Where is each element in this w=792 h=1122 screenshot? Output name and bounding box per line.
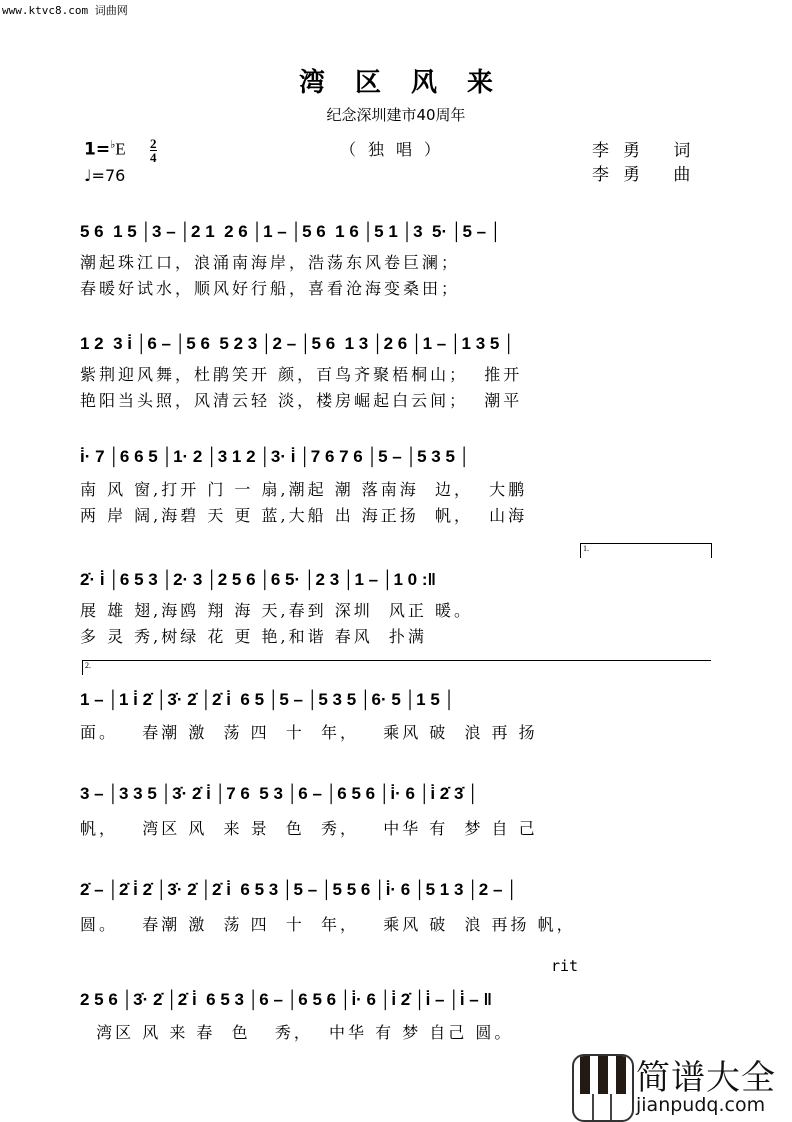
notation-line: 5 6 1 5 │3 – │2 1 2 6 │1 – │5 6 1 6 │5 1 │3 5· │5 – │ [80, 222, 502, 241]
composer-credit: 李勇 曲 [592, 165, 705, 185]
lyrics-verse-2: 春暖好试水，顺风好行船，喜看沧海变桑田； [80, 279, 461, 298]
lyrics-verse-1: 湾区 风 来 春 色 秀， 中华 有 梦 自己 圆。 [80, 1023, 514, 1042]
logo-url: jianpudq.com [636, 1094, 766, 1116]
notation-line: 2̇· i̇ │6 5 3 │2· 3 │2 5 6 │6 5· │2 3 │1 – │1 0 :‖ [80, 570, 436, 589]
time-signature-top: 2 [150, 136, 157, 151]
ritardando-marking: rit [551, 957, 579, 975]
time-signature-bottom: 4 [150, 150, 157, 165]
song-title: 湾区风来 [298, 68, 523, 98]
notation-line: 3 – │3 3 5 │3̇· 2̇ i̇ │7 6 5 3 │6 – │6 5 6 │i̇· 6 │i̇ 2̇ 3̇ │ [80, 784, 479, 803]
tempo-marking: ♩=76 [84, 166, 126, 185]
lyricist-credit: 李勇 词 [592, 141, 705, 161]
logo-name: 简谱大全 [636, 1058, 776, 1098]
lyrics-verse-1: 面。 春潮 激 荡 四 十 年， 乘风 破 浪 再 扬 [80, 723, 538, 742]
volta-bracket-1: 1. [580, 543, 712, 558]
notation-line: 2 5 6 │3̇· 2̇ │2̇ i̇ 6 5 3 │6 – │6 5 6 │i̇· 6 │i̇ 2̇ │i̇ – │i̇ – ‖ [80, 990, 492, 1009]
lyrics-verse-2: 两 岸 阔,海碧 天 更 蓝,大船 出 海正扬 帆， 山海 [80, 506, 528, 525]
lyrics-verse-2: 多 灵 秀,树绿 花 更 艳,和谐 春风 扑满 [80, 627, 427, 646]
notation-line: 1 2 3 i̇ │6 – │5 6 5 2 3 │2 – │5 6 1 3 │2 6 │1 – │1 3 5 │ [80, 334, 515, 353]
lyrics-verse-1: 潮起珠江口，浪涌南海岸，浩荡东风卷巨澜； [80, 253, 461, 272]
lyrics-verse-1: 南 风 窗,打开 门 一 扇,潮起 潮 落南海 边， 大鹏 [80, 480, 528, 499]
site-logo [572, 1050, 784, 1118]
piano-keys-icon [572, 1054, 634, 1122]
key-letter: E [115, 139, 126, 159]
flat-icon: ♭ [110, 138, 116, 151]
notation-line: 2̇ – │2̇ i̇ 2̇ │3̇· 2̇ │2̇ i̇ 6 5 3 │5 – │5 5 6 │i̇· 6 │5 1 3 │2 – │ [80, 880, 518, 899]
notation-line: i̇· 7 │6 6 5 │1· 2 │3 1 2 │3· i̇ │7 6 7 6 │5 – │5 3 5 │ [80, 447, 471, 466]
lyrics-verse-2: 艳阳当头照，风清云轻 淡，楼房崛起白云间； 潮平 [80, 391, 523, 410]
lyrics-verse-1: 紫荆迎风舞，杜鹃笑开 颜，百鸟齐聚梧桐山； 推开 [80, 365, 523, 384]
song-subtitle: 纪念深圳建市40周年 [326, 106, 466, 124]
notation-line: 1 – │1 i̇ 2̇ │3̇· 2̇ │2̇ i̇ 6 5 │5 – │5 3 5 │6· 5 │1 5 │ [80, 690, 456, 709]
lyrics-verse-1: 圆。 春潮 激 荡 四 十 年， 乘风 破 浪 再扬 帆， [80, 915, 576, 934]
lyrics-verse-1: 帆， 湾区 风 来 景 色 秀， 中华 有 梦 自 己 [80, 819, 538, 838]
performance-mode: （独唱） [339, 140, 452, 159]
volta-bracket-2: 2. [82, 660, 711, 675]
watermark-site: www.ktvc8.com 词曲网 [2, 4, 128, 17]
key-label: 1= [84, 139, 111, 160]
lyrics-verse-1: 展 雄 翅,海鸥 翔 海 天,春到 深圳 风正 暖。 [80, 601, 473, 620]
